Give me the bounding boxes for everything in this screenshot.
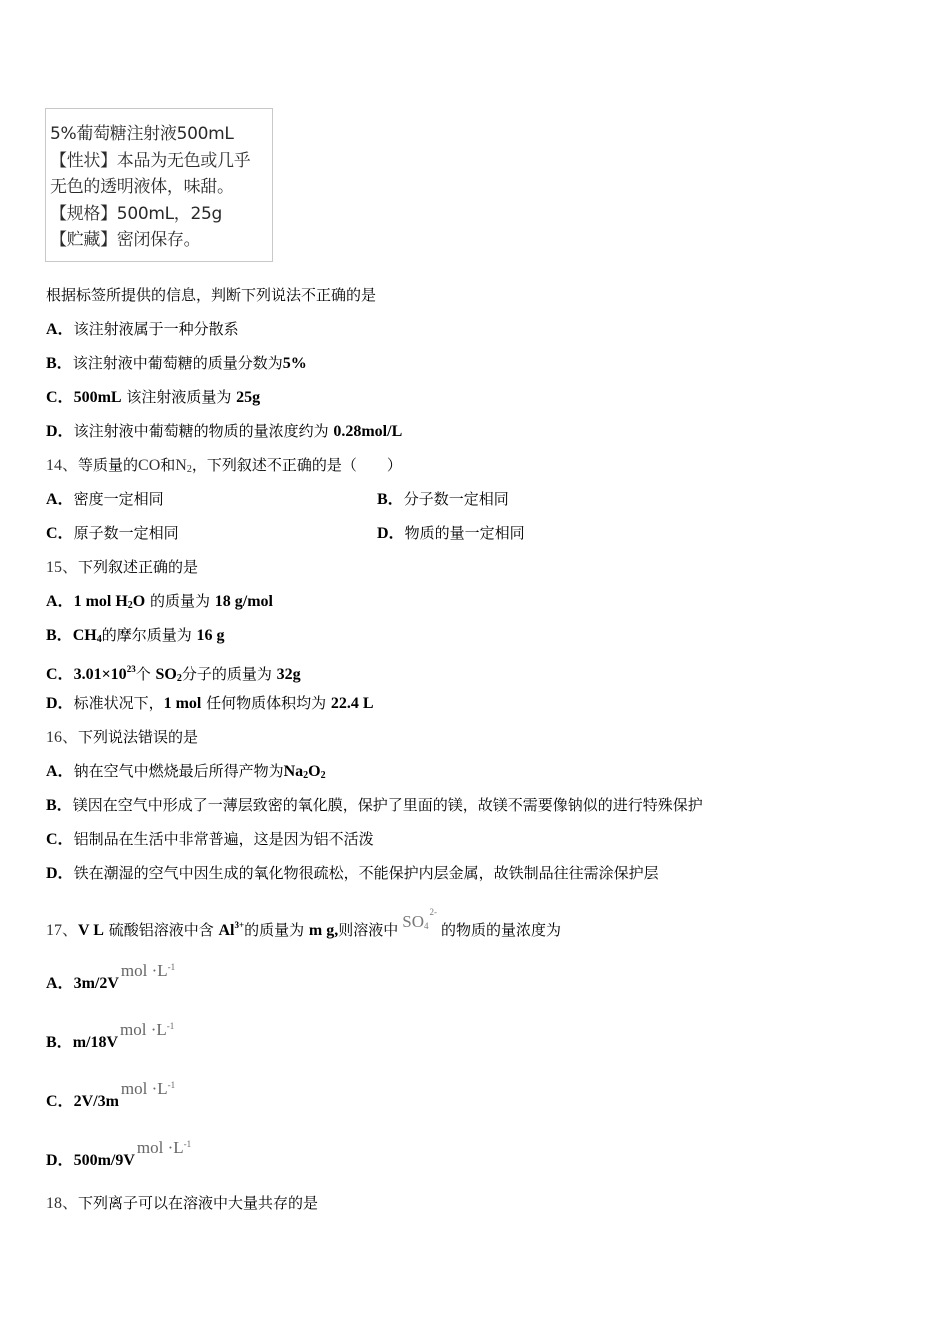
q17-option-b[interactable] [46,1020,175,1053]
q15-option-b[interactable] [46,625,224,650]
mass: m g, [308,922,339,939]
option-text: 分子的质量为 [181,665,277,683]
option-text: 该注射液属于一种分散系 [73,320,239,338]
label-line-spec: 【规格】500mL，25g [50,203,223,224]
option-volume: 500mL [73,389,122,406]
formula: $CH_4$ [72,627,102,645]
option-text: 该注射液中葡萄糖的质量分数为 [72,354,283,372]
q17-option-c[interactable] [46,1079,176,1112]
q14-option-a[interactable] [46,490,164,508]
option-letter: B． [46,627,73,644]
q15-option-d[interactable] [46,693,374,714]
formula-so4: $SO4^{2-}$ [402,907,437,931]
q17-stem [46,907,562,944]
stem-text: 的物质的量浓度为 [441,921,562,939]
option-value: 0.28mol/L [333,423,403,440]
stem-text: 等质量的 [78,456,139,474]
option-text: 任何物质体积均为 [201,694,331,712]
option-letter: B． [46,797,73,814]
option-letter: A． [46,763,74,780]
option-text: 的摩尔质量为 [101,626,197,644]
option-letter: C． [46,831,74,848]
label-line-storage: 【贮藏】密闭保存。 [50,230,201,250]
option-letter: C． [46,666,74,683]
option-text: 标准状况下， [73,694,164,712]
option-letter: C． [46,389,74,406]
option-text: 该注射液中葡萄糖的物质的量浓度约为 [73,422,334,440]
question-number: 18、 [46,1195,79,1212]
q13-option-b[interactable] [46,353,307,374]
stem-text: 的质量为 [244,921,309,939]
q14-option-b[interactable] [377,489,509,510]
formula-co: CO [138,457,161,474]
option-value: 16 g [196,627,225,644]
option-letter: D． [46,695,74,712]
q15-option-a[interactable] [46,591,273,616]
option-value: 500m/9V [73,1152,135,1169]
label-line-title: 5%葡萄糖注射液500mL [50,124,234,144]
option-letter: C． [46,525,74,542]
option-value: 3m/2V [73,975,119,992]
option-letter: A． [46,491,74,508]
unit-mol-per-l: mol $\cdot L^{-1}$ [120,961,176,980]
q15-stem [46,557,198,578]
volume: V L [78,922,104,939]
unit-mol-per-l: mol $\cdot L^{-1}$ [120,1079,176,1098]
unit-mol-per-l: mol $\cdot L^{-1}$ [136,1138,192,1157]
stem-text: 和 [160,456,176,474]
q16-stem [46,727,198,748]
q13-stem: 根据标签所提供的信息，判断下列说法不正确的是 [46,286,377,304]
q16-option-b[interactable] [46,795,703,816]
q13-option-c[interactable] [46,387,260,408]
option-letter: C． [46,1093,74,1110]
q14-stem [46,455,402,480]
option-text: 铝制品在生活中非常普遍，这是因为铝不活泼 [73,830,374,848]
formula-n2: $N_2$ [175,457,192,475]
option-text: 该注射液质量为 [121,388,237,406]
q13-option-a[interactable] [46,319,239,340]
q16-option-c[interactable] [46,829,374,850]
option-text: 个 [135,665,156,683]
q17-option-a[interactable] [46,961,176,994]
formula: $SO_2$ [155,666,182,684]
formula-na2o2: $Na_2O_2$ [283,763,326,781]
option-letter: A． [46,593,74,610]
option-letter: B． [46,355,73,372]
label-line-properties: 【性状】本品为无色或几乎 [50,150,251,171]
stem-text: ，下列叙述不正确的是（ ） [191,456,402,474]
drug-label-image [45,108,273,262]
option-value: 1 mol [163,695,202,712]
option-letter: D． [46,865,74,882]
option-value: m/18V [72,1034,119,1051]
option-letter: D． [377,525,405,542]
option-value: 22.4 L [330,695,374,712]
option-letter: A． [46,321,74,338]
option-text: 的质量为 [145,592,215,610]
q17-option-d[interactable] [46,1138,192,1171]
question-number: 14、 [46,457,79,474]
option-letter: D． [46,1152,74,1169]
option-text: 镁因在空气中形成了一薄层致密的氧化膜，保护了里面的镁，故镁不需要像钠似的进行特殊保护 [72,796,703,814]
option-text: 铁在潮湿的空气中因生成的氧化物很疏松，不能保护内层金属，故铁制品往往需涂保护层 [73,864,659,882]
option-value: 25g [236,389,261,406]
question-number: 16、 [46,729,79,746]
question-number: 17、 [46,922,79,939]
stem-text: 硫酸铝溶液中含 [103,921,219,939]
unit-mol-per-l: mol $\cdot L^{-1}$ [120,1020,175,1039]
question-number: 15、 [46,559,79,576]
stem-text: 下列离子可以在溶液中大量共存的是 [78,1194,319,1212]
q18-stem [46,1193,318,1214]
q14-options-row-2 [46,523,846,544]
q13-option-d[interactable] [46,421,402,442]
formula: 1 mol $H_2O$ [73,593,146,611]
option-letter: D． [46,423,74,440]
stem-text: 下列说法错误的是 [78,728,199,746]
option-value: 5% [282,355,307,372]
q15-option-c[interactable] [46,659,301,689]
q14-option-d[interactable] [377,523,525,544]
option-letter: B． [377,491,404,508]
option-text: 分子数一定相同 [403,490,509,508]
stem-text: 下列叙述正确的是 [78,558,199,576]
option-value: 18 g/mol [214,593,273,610]
option-text: 密度一定相同 [73,490,164,508]
option-letter: B． [46,1034,73,1051]
q14-options-row-1 [46,489,846,510]
number: $3.01\times 10^{23}$ [73,664,136,683]
label-line-properties-cont: 无色的透明液体，味甜。 [50,177,234,197]
q16-option-a[interactable] [46,761,326,786]
option-text: 钠在空气中燃烧最后所得产物为 [73,762,284,780]
option-text: 原子数一定相同 [73,524,179,542]
q14-option-c[interactable] [46,524,179,542]
formula-al: $Al^{3+}$ [218,920,245,939]
option-value: 32g [276,666,301,683]
stem-text: 则溶液中 [338,921,399,939]
option-value: 2V/3m [73,1093,119,1110]
option-letter: A． [46,975,74,992]
option-text: 物质的量一定相同 [404,524,525,542]
q16-option-d[interactable] [46,863,659,884]
